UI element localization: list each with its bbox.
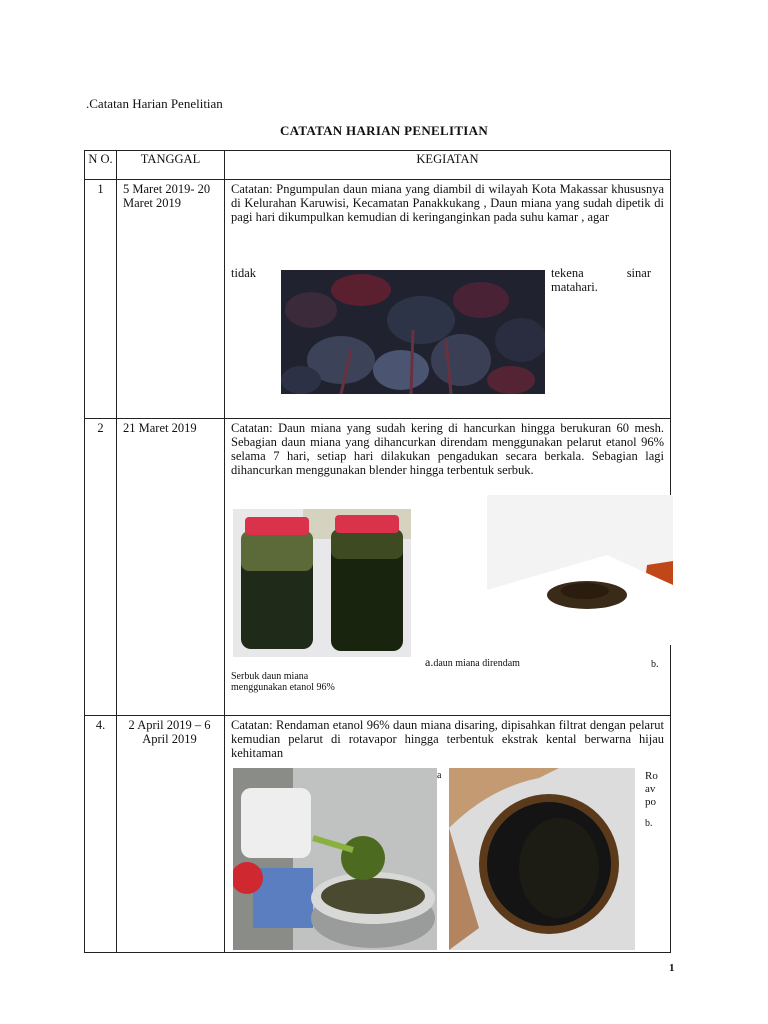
activity-text: Catatan: Pngumpulan daun miana yang diambil di wilayah Kota Makassar khususnya di Kelurahan Karuwisi, Kecamatan Panakkukang , Daun miana yang sudah dipetik di pagi hari dikumpulkan kemudian di keringanginkan pada suhu kamar , agar bbox=[231, 182, 664, 224]
caption-b: b. bbox=[651, 659, 659, 670]
row-number: 4. bbox=[85, 716, 117, 953]
photo-miana-plant bbox=[281, 270, 545, 394]
row-activity bbox=[225, 716, 671, 953]
row-date: 5 Maret 2019- 20 Maret 2019 bbox=[117, 180, 225, 419]
side-note: Ro av po bbox=[645, 770, 658, 808]
row-date: 2 April 2019 – 6 April 2019 bbox=[117, 716, 225, 953]
table-header-row bbox=[85, 151, 671, 180]
side-b: b. bbox=[645, 818, 653, 829]
activity-text: Catatan: Daun miana yang sudah kering di hancurkan hingga berukuran 60 mesh. Sebagian daun miana yang dihancurkan direndam menggunakan pelarut etanol 96% selama 7 hari, setiap hari dilakukan pengadukan secara berkala. Sebagian lagi dihancurkan menggunakan blender hingga terbentuk serbuk. bbox=[231, 421, 664, 477]
header-date: TANGGAL bbox=[117, 151, 225, 180]
activity-text-left: tidak bbox=[231, 266, 256, 280]
photo-thick-extract bbox=[449, 768, 635, 950]
activity-text-right: tekena sinar matahari. bbox=[551, 266, 651, 294]
caption-a-text: daun miana direndam bbox=[433, 658, 520, 669]
caption-a bbox=[425, 657, 520, 669]
page-number: 1 bbox=[669, 962, 675, 974]
activity-text: Catatan: Rendaman etanol 96% daun miana disaring, dipisahkan filtrat dengan pelarut kemudian pelarut di rotavapor hingga terbentuk ekstrak kental berwarna hijau kehitaman bbox=[231, 718, 664, 760]
header-no: N O. bbox=[85, 151, 117, 180]
caption-serbuk: Serbuk daun miana menggunakan etanol 96% bbox=[231, 671, 335, 693]
document-title: CATATAN HARIAN PENELITIAN bbox=[279, 123, 489, 138]
table-row bbox=[85, 419, 671, 716]
row-date: 21 Maret 2019 bbox=[117, 419, 225, 716]
caption-a-letter: a. bbox=[425, 655, 434, 669]
photo-powder bbox=[487, 495, 673, 645]
side-a: a bbox=[437, 770, 442, 781]
row-activity bbox=[225, 180, 671, 419]
research-log-table bbox=[84, 150, 671, 953]
photo-soaked-jars bbox=[233, 509, 411, 657]
row-activity bbox=[225, 419, 671, 716]
header-note: .Catatan Harian Penelitian bbox=[86, 96, 223, 111]
table-row bbox=[85, 180, 671, 419]
row-number: 1 bbox=[85, 180, 117, 419]
photo-rotavapor bbox=[233, 768, 437, 950]
table-row bbox=[85, 716, 671, 953]
header-activity: KEGIATAN bbox=[225, 151, 671, 180]
row-number: 2 bbox=[85, 419, 117, 716]
